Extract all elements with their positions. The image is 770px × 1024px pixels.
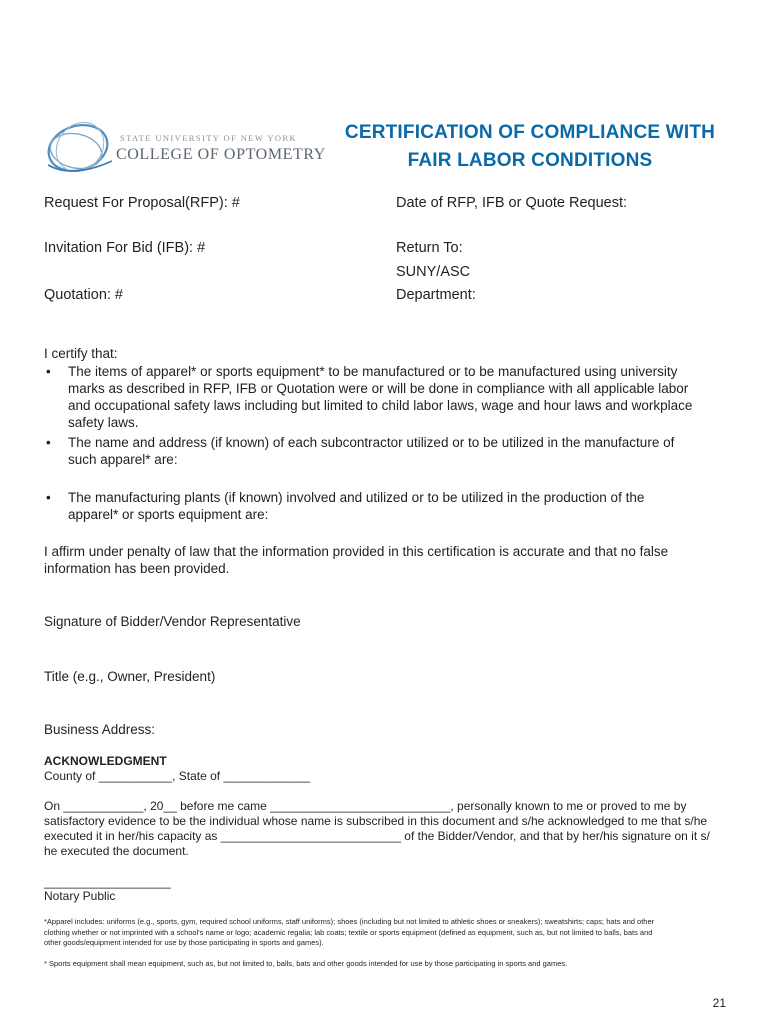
page-number: 21: [712, 996, 726, 1010]
bullet-3-line-1: The manufacturing plants (if known) involved and utilized or to be utilized in the production of the: [68, 490, 645, 505]
bullet-marker: •: [46, 435, 51, 450]
date-label: Date of RFP, IFB or Quote Request:: [396, 195, 628, 211]
affirm-statement: [44, 543, 734, 577]
apparel-footnote-line-1: *Apparel includes: uniforms (e.g., sports, gym, required school uniforms, staff uniforms); shoes (including but not limited to athletic shoes or sneakers); sweatshirts; caps; hats and other: [44, 917, 655, 926]
suny-asc-label: SUNY/ASC: [396, 264, 471, 280]
bullet-1-line-1: The items of apparel* or sports equipment* to be manufactured or to be manufactured using university: [68, 364, 678, 379]
college-logo: [42, 117, 332, 183]
logo-college-text: COLLEGE OF OPTOMETRY: [116, 146, 326, 163]
bullet-marker: •: [46, 490, 51, 505]
notary-signature-line: ___________________: [44, 875, 171, 889]
department-label: Department:: [396, 287, 476, 303]
bullet-marker: •: [46, 364, 51, 379]
title-label: Title (e.g., Owner, President): [44, 669, 216, 684]
county-state-line: County of ___________, State of _____________: [44, 769, 311, 783]
logo-swirl-icon: [42, 117, 122, 183]
affirm-line-2: information has been provided.: [44, 561, 230, 576]
notary-public-label: Notary Public: [44, 889, 116, 903]
page-title-line-2: FAIR LABOR CONDITIONS: [407, 150, 653, 171]
bullet-1-line-4: safety laws.: [68, 415, 139, 430]
signature-label: Signature of Bidder/Vendor Representative: [44, 614, 301, 629]
affirm-line-1: I affirm under penalty of law that the information provided in this certification is accurate and that no false: [44, 544, 669, 559]
acknowledgment-line-4: he executed the document.: [44, 844, 189, 858]
bullet-2-line-1: The name and address (if known) of each subcontractor utilized or to be utilized in the manufacture of: [68, 435, 675, 450]
acknowledgment-heading: ACKNOWLEDGMENT: [44, 754, 167, 768]
acknowledgment-line-2: satisfactory evidence to be the individual whose name is subscribed in this document and s/he acknowledged to me that s/he: [44, 814, 708, 828]
ifb-label: Invitation For Bid (IFB): #: [44, 240, 206, 256]
acknowledgment-body: [44, 799, 744, 859]
bullet-1-line-3: and occupational safety laws including but limited to child labor laws, wage and hour laws and workplace: [68, 398, 693, 413]
certify-bullet-3: [0, 489, 770, 525]
apparel-footnote-line-3: other goods/equipment intended for use by those participating in sports and games).: [44, 938, 324, 947]
quotation-label: Quotation: #: [44, 287, 123, 303]
business-address-label: Business Address:: [44, 722, 156, 737]
certify-intro: I certify that:: [44, 346, 118, 361]
apparel-footnote-line-2: clothing whether or not imprinted with a school's name or logo; academic regalia; lab coats; textile or sports equipment (defined as equipment, such as, but not limited to balls, bats and: [44, 927, 653, 937]
return-to-label: Return To:: [396, 240, 463, 256]
apparel-footnote: [44, 917, 734, 949]
page-title-line-1: CERTIFICATION OF COMPLIANCE WITH: [344, 122, 716, 143]
certify-bullet-2: [0, 434, 770, 470]
acknowledgment-line-1: On ____________, 20__ before me came ___________________________, personally known to me or proved to me by: [44, 799, 687, 813]
certify-bullet-1: [0, 363, 770, 433]
bullet-3-line-2: apparel* or sports equipment are:: [68, 507, 269, 522]
rfp-label: Request For Proposal(RFP): #: [44, 195, 240, 211]
bullet-1-line-2: marks as described in RFP, IFB or Quotation were or will be done in compliance with all applicable labor: [68, 381, 689, 396]
logo-university-text: STATE UNIVERSITY OF NEW YORK: [120, 133, 298, 143]
acknowledgment-line-3: executed it in her/his capacity as ___________________________ of the Bidder/Vendor, and that by her/his signature on it s/: [44, 829, 710, 843]
bullet-2-line-2: such apparel* are:: [68, 452, 178, 467]
sports-footnote: * Sports equipment shall mean equipment, such as, but not limited to, balls, bats and other goods intended for use by those participating in sports and games.: [44, 959, 568, 968]
